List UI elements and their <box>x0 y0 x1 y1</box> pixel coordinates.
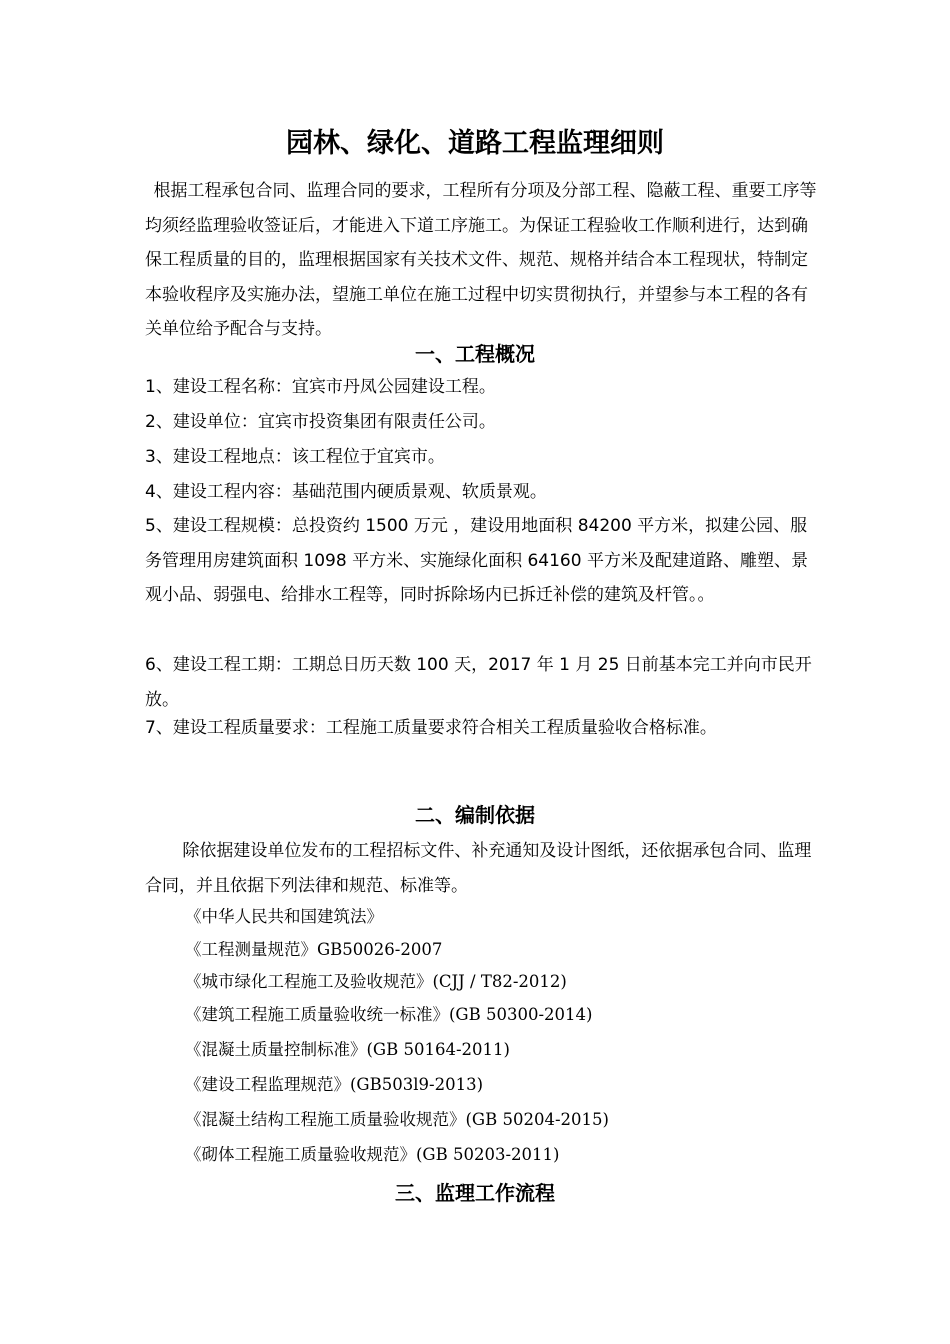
standard-item: 《砌体工程施工质量验收规范》(GB 50203-2011) <box>185 1145 560 1164</box>
standard-item: 《混凝土结构工程施工质量验收规范》(GB 50204-2015) <box>185 1110 609 1129</box>
standard-item: 《工程测量规范》GB50026-2007 <box>185 940 443 959</box>
document-title: 园林、绿化、道路工程监理细则 <box>286 128 664 159</box>
standard-item: 《混凝土质量控制标准》(GB 50164-2011) <box>185 1040 510 1059</box>
overview-item-7: 7、建设工程质量要求：工程施工质量要求符合相关工程质量验收合格标准。 <box>145 718 717 738</box>
section-heading-workflow: 三、监理工作流程 <box>395 1181 555 1205</box>
section-heading-basis: 二、编制依据 <box>415 803 535 827</box>
intro-paragraph: 根据工程承包合同、监理合同的要求，工程所有分项及分部工程、隐蔽工程、重要工序等均须经监理验收签证后，才能进入下道工序施工。为保证工程验收工作顺利进行，达到确保工程质量的目的，监理根据国家有关技术文件、规范、规格并结合本工程现状，特制定本验收程序及实施办法，望施工单位在施工过程中切实贯彻执行，并望参与本工程的各有关单位给予配合与支持。 <box>145 181 817 340</box>
standard-item: 《建筑工程施工质量验收统一标准》(GB 50300-2014) <box>185 1005 593 1024</box>
overview-item-5: 5、建设工程规模：总投资约 1500 万元 ，建设用地面积 84200 平方米，拟建公园、服务管理用房建筑面积 1098 平方米、实施绿化面积 64160 平方米及配建道路、雕塑、景观小品、弱强电、给排水工程等，同时拆除场内已拆迁补偿的建筑及杆管。。 <box>145 516 808 606</box>
standard-item: 《建设工程监理规范》(GB503l9-2013) <box>185 1075 484 1094</box>
section-heading-overview: 一、工程概况 <box>415 342 535 366</box>
overview-item-2: 2、建设单位：宜宾市投资集团有限责任公司。 <box>145 412 496 432</box>
overview-item-6: 6、建设工程工期：工期总日历天数 100 天，2017 年 1 月 25 日前基本完工并向市民开放。 <box>145 655 812 710</box>
basis-paragraph: 除依据建设单位发布的工程招标文件、补充通知及设计图纸，还依据承包合同、监理合同，并且依据下列法律和规范、标准等。 <box>145 841 812 896</box>
standard-item: 《中华人民共和国建筑法》 <box>185 907 383 926</box>
overview-item-3: 3、建设工程地点：该工程位于宜宾市。 <box>145 447 445 467</box>
overview-item-4: 4、建设工程内容：基础范围内硬质景观、软质景观。 <box>145 482 547 502</box>
standard-item: 《城市绿化工程施工及验收规范》(CJJ / T82-2012) <box>185 972 567 991</box>
overview-item-1: 1、建设工程名称：宜宾市丹凤公园建设工程。 <box>145 377 496 397</box>
